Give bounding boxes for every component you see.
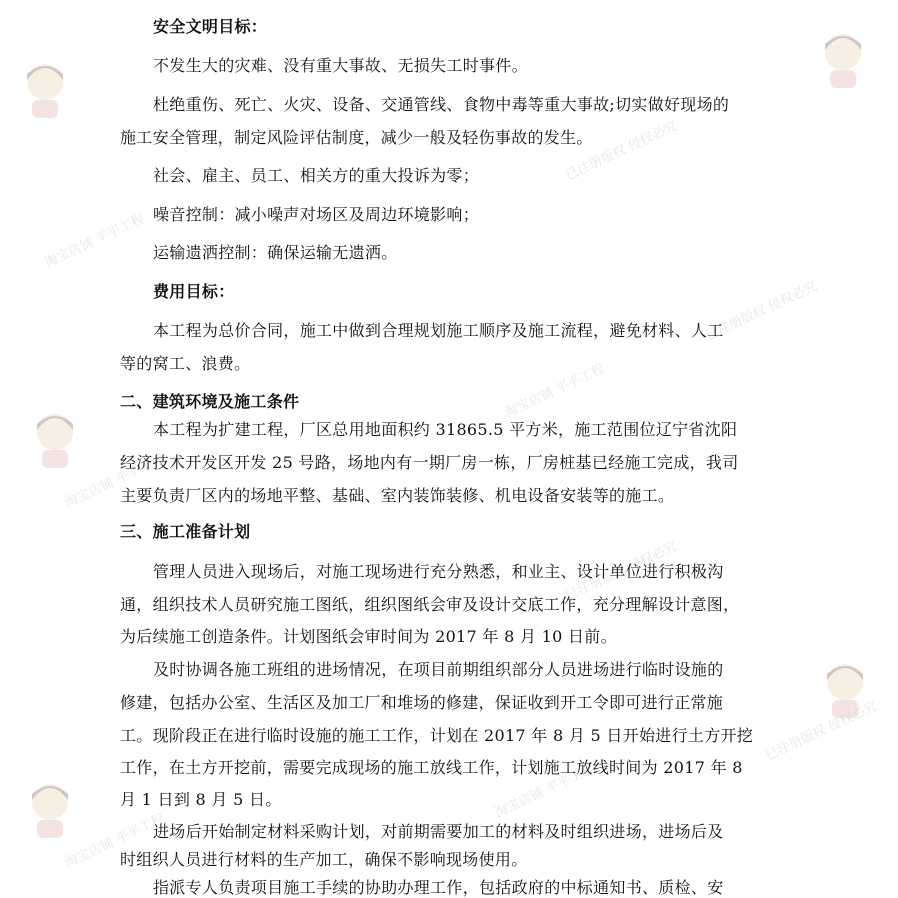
paragraph-line: 等的窝工、浪费。 [120, 354, 251, 373]
paragraph-line: 通，组织技术人员研究施工图纸，组织图纸会审及设计交底工作，充分理解设计意图， [120, 595, 740, 614]
watermark-avatar-icon [25, 780, 75, 840]
paragraph-line: 工作，在土方开挖前，需要完成现场的施工放线工作，计划施工放线时间为 2017 年 8 [120, 758, 743, 777]
paragraph-line: 时组织人员进行材料的生产加工，确保不影响现场使用。 [120, 850, 528, 869]
paragraph-line: 月 1 日到 8 月 5 日。 [120, 790, 282, 809]
watermark-avatar-icon [818, 30, 868, 90]
paragraph-line: 工。现阶段正在进行临时设施的施工工作，计划在 2017 年 8 月 5 日开始进行土方开挖 [120, 726, 754, 745]
paragraph-line: 运输遗洒控制：确保运输无遗洒。 [153, 243, 398, 262]
paragraph-line: 及时协调各施工班组的进场情况，在项目前期组织部分人员进场进行临时设施的 [153, 660, 724, 679]
watermark-text: 淘宝店铺 平平工程 [502, 361, 608, 421]
paragraph-line: 施工安全管理，制定风险评估制度，减少一般及轻伤事故的发生。 [120, 128, 593, 147]
watermark-text: 淘宝店铺 平平工程 [492, 761, 598, 821]
watermark-text: 淘宝店铺 平平工程 [42, 211, 148, 271]
watermark-avatar-icon [20, 60, 70, 120]
paragraph-line: 噪音控制：减小噪声对场区及周边环境影响； [153, 205, 480, 224]
watermark-text: 已注册版权 侵权必究 [563, 118, 680, 184]
watermark-text: 已注册版权 侵权必究 [763, 698, 880, 764]
paragraph-line: 本工程为扩建工程，厂区总用地面积约 31865.5 平方米，施工范围位辽宁省沈阳 [153, 420, 738, 439]
heading-safety-goals: 安全文明目标： [153, 17, 268, 36]
paragraph-line: 主要负责厂区内的场地平整、基础、室内装饰装修、机电设备安装等的施工。 [120, 486, 675, 505]
paragraph-line: 社会、雇主、员工、相关方的重大投诉为零； [153, 166, 480, 185]
heading-cost-goals: 费用目标： [153, 282, 235, 301]
heading-section-3: 三、施工准备计划 [120, 522, 251, 541]
watermark-text: 淘宝店铺 平平工程 [62, 451, 168, 511]
paragraph-line: 指派专人负责项目施工手续的协助办理工作，包括政府的中标通知书、质检、安 [153, 878, 724, 897]
paragraph-line: 进场后开始制定材料采购计划，对前期需要加工的材料及时组织进场，进场后及 [153, 822, 724, 841]
paragraph-line: 不发生大的灾难、没有重大事故、无损失工时事件。 [153, 56, 528, 75]
watermark-text: 淘宝店铺 平平工程 [62, 811, 168, 871]
watermark-text: 已注册版权 侵权必究 [563, 538, 680, 604]
paragraph-line: 本工程为总价合同，施工中做到合理规划施工顺序及施工流程，避免材料、人工 [153, 321, 724, 340]
paragraph-line: 管理人员进入现场后，对施工现场进行充分熟悉，和业主、设计单位进行积极沟 [153, 562, 724, 581]
paragraph-line: 修建，包括办公室、生活区及加工厂和堆场的修建，保证收到开工令即可进行正常施 [120, 693, 724, 712]
heading-section-2: 二、建筑环境及施工条件 [120, 392, 300, 411]
watermark-avatar-icon [30, 410, 80, 470]
paragraph-line: 经济技术开发区开发 25 号路，场地内有一期厂房一栋，厂房桩基已经施工完成，我司 [120, 453, 739, 472]
paragraph-line: 为后续施工创造条件。计划图纸会审时间为 2017 年 8 月 10 日前。 [120, 627, 617, 646]
watermark-text: 已注册版权 侵权必究 [703, 278, 820, 344]
paragraph-line: 杜绝重伤、死亡、火灾、设备、交通管线、食物中毒等重大事故;切实做好现场的 [153, 95, 730, 114]
